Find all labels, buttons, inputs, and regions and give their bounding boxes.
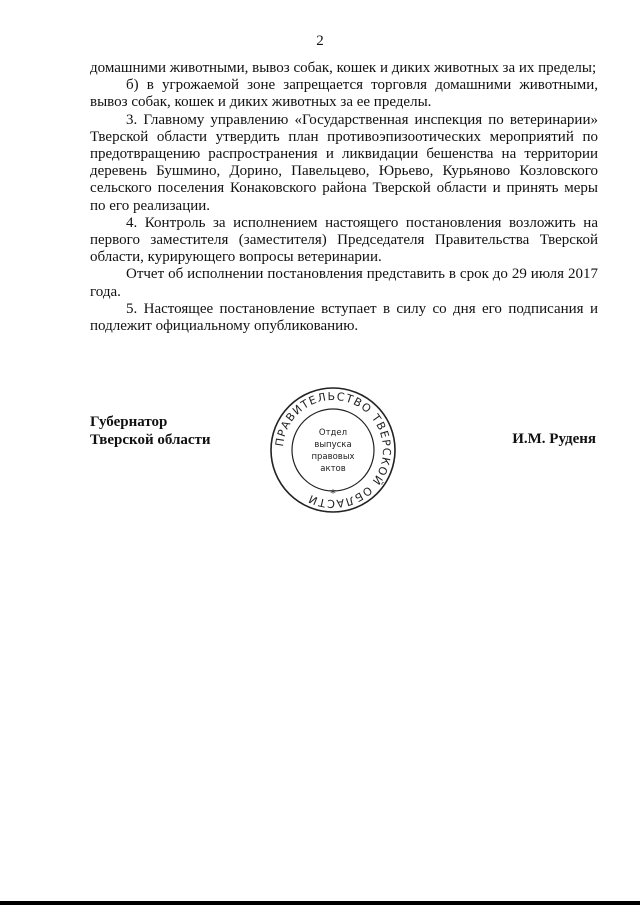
seal-center-line1: Отдел <box>318 428 348 438</box>
paragraph-3: 3. Главному управлению «Государственная инспекция по ветеринарии» Тверской области утвердить план противоэпизоотических мероприятий по предотвращению распространения и ликвидации бешенства на территории деревень Бушмино, Дорино, Павельцево, Юрьево, Курьяново Козловского сельского поселения Конаковского района Тверской области и принять меры по его реализации. <box>90 111 598 214</box>
seal-star: * <box>330 487 336 500</box>
seal-center-line4: актов <box>320 464 346 474</box>
signatory-title-line2: Тверской области <box>90 432 211 448</box>
document-body <box>90 60 598 335</box>
paragraph-1: домашними животными, вывоз собак, кошек и диких животных за их пределы; <box>90 60 597 76</box>
page-number: 2 <box>316 33 324 49</box>
signatory-title-line1: Губернатор <box>90 414 168 430</box>
paragraph-4: 4. Контроль за исполнением настоящего постановления возложить на первого заместителя (заместителя) Председателя Правительства Тверской области, курирующего вопросы ветеринарии. <box>90 214 598 266</box>
signatory-title <box>90 413 211 449</box>
seal-ring-text: ПРАВИТЕЛЬСТВО ТВЕРСКОЙ ОБЛАСТИ <box>272 389 394 511</box>
seal-center-line2: выпуска <box>314 440 352 450</box>
signatory-name: И.М. Руденя <box>512 431 596 447</box>
scan-bottom-edge <box>0 901 640 905</box>
paragraph-2: б) в угрожаемой зоне запрещается торговля домашними животными, вывоз собак, кошек и диких животных за ее пределы. <box>90 77 598 111</box>
seal-inner-ring <box>292 409 374 491</box>
paragraph-5: Отчет об исполнении постановления представить в срок до 29 июля 2017 года. <box>90 266 598 300</box>
seal-center-line3: правовых <box>311 452 355 462</box>
official-seal <box>268 385 398 515</box>
paragraph-6: 5. Настоящее постановление вступает в силу со дня его подписания и подлежит официальному опубликованию. <box>90 300 598 335</box>
